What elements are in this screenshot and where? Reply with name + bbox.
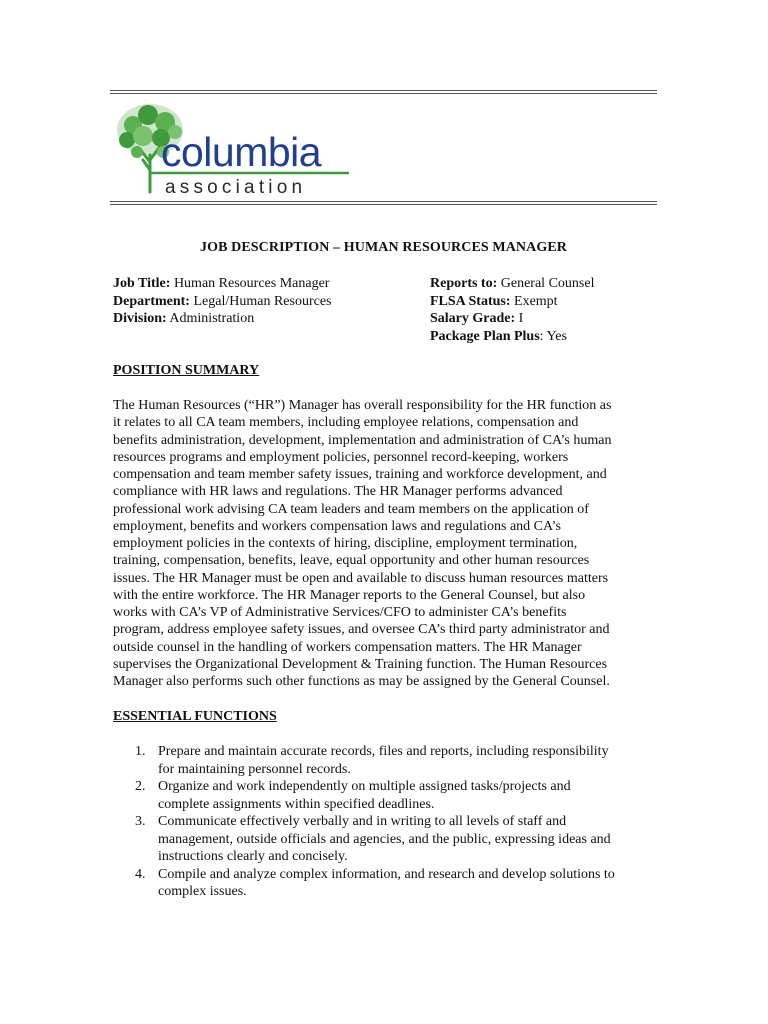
- summary-line: outside counsel in the handling of workers compensation matters. The HR Manager: [113, 639, 582, 655]
- summary-line: issues. The HR Manager must be open and available to discuss human resources matters: [113, 570, 609, 586]
- summary-line: training, compensation, benefits, leave, equal opportunity and other human resources: [113, 553, 590, 569]
- summary-line: benefits administration, development, implementation and administration of CA’s human: [113, 432, 612, 448]
- list-item-number: 3.: [135, 814, 146, 829]
- essential-functions-list: [113, 743, 658, 901]
- position-summary-paragraph: [113, 397, 658, 690]
- list-item-line: for maintaining personnel records.: [158, 761, 351, 777]
- list-item-line: management, outside officials and agencies, and the public, expressing ideas and: [158, 831, 611, 847]
- list-item: [113, 778, 658, 813]
- meta-package-plan: Package Plan Plus: Yes: [430, 328, 567, 344]
- summary-line: The Human Resources (“HR”) Manager has overall responsibility for the HR function as: [113, 398, 612, 413]
- meta-salary-grade: Salary Grade: I: [430, 311, 524, 326]
- summary-line: employment, benefits and workers compensation laws and regulations and CA’s: [113, 518, 561, 534]
- summary-line: program, address employee safety issues, and oversee CA’s third party administrator and: [113, 622, 610, 638]
- essential-functions-heading: ESSENTIAL FUNCTIONS: [113, 709, 277, 724]
- summary-line: compensation and team member safety issues, training and workforce development, and: [113, 467, 607, 482]
- document-title: JOB DESCRIPTION – HUMAN RESOURCES MANAGER: [200, 240, 567, 255]
- meta-left-column: [113, 275, 332, 328]
- summary-line: Manager also performs such other functions as may be assigned by the General Counsel.: [113, 674, 610, 689]
- position-summary-heading: POSITION SUMMARY: [113, 363, 260, 378]
- summary-line: employment policies in the contexts of hiring, discipline, employment termination,: [113, 536, 578, 551]
- list-item: [113, 813, 658, 866]
- list-item-line: complex issues.: [158, 884, 247, 899]
- logo-sub-text: association: [165, 177, 307, 196]
- logo-graphic: [113, 100, 358, 196]
- header-double-rule-top: [110, 90, 657, 96]
- list-item-line: Prepare and maintain accurate records, files and reports, including responsibility: [158, 744, 609, 759]
- list-item-number: 1.: [135, 744, 146, 759]
- list-item-number: 4.: [135, 866, 146, 882]
- meta-job-title: Job Title: Human Resources Manager: [113, 276, 330, 291]
- summary-line: professional work advising CA team leaders and team members on the application of: [113, 501, 589, 517]
- logo-name-text: columbia: [161, 129, 322, 175]
- list-item: [113, 743, 658, 778]
- summary-line: it relates to all CA team members, including employee relations, compensation and: [113, 415, 579, 431]
- list-item-line: instructions clearly and concisely.: [158, 849, 348, 864]
- meta-division: Division: Administration: [113, 311, 255, 326]
- summary-line: compliance with HR laws and regulations. The HR Manager performs advanced: [113, 484, 563, 500]
- list-item-line: complete assignments within specified deadlines.: [158, 796, 435, 812]
- list-item-number: 2.: [135, 779, 146, 794]
- summary-line: supervises the Organizational Development & Training function. The Human Resources: [113, 656, 608, 672]
- meta-department: Department: Legal/Human Resources: [113, 293, 332, 309]
- summary-line: resources programs and employment policies, personnel record-keeping, workers: [113, 449, 569, 465]
- list-item-line: Organize and work independently on multiple assigned tasks/projects and: [158, 779, 571, 794]
- meta-right-column: [430, 275, 594, 345]
- summary-line: works with CA’s VP of Administrative Services/CFO to administer CA’s benefits: [113, 605, 567, 620]
- meta-flsa-status: FLSA Status: Exempt: [430, 293, 558, 309]
- list-item: [113, 866, 658, 901]
- list-item-line: Compile and analyze complex information, and research and develop solutions to: [158, 866, 615, 882]
- columbia-association-logo: [113, 100, 358, 196]
- list-item-line: Communicate effectively verbally and in writing to all levels of staff and: [158, 814, 567, 829]
- summary-line: with the entire workforce. The HR Manager reports to the General Counsel, but also: [113, 587, 586, 603]
- meta-reports-to: Reports to: General Counsel: [430, 276, 595, 291]
- header-double-rule-bottom: [110, 201, 657, 207]
